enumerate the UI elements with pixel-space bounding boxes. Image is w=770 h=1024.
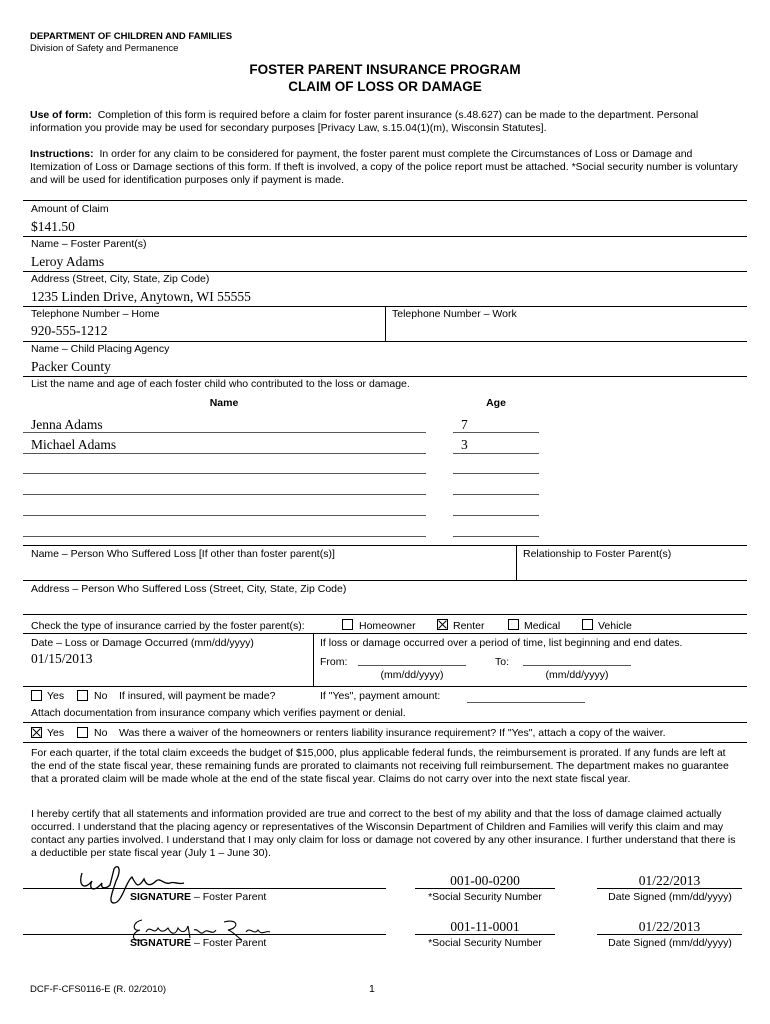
divider (516, 545, 517, 581)
rule (23, 686, 747, 687)
waiver-no-label: No (94, 727, 108, 739)
divider (385, 306, 386, 341)
child-name-field[interactable] (23, 536, 426, 537)
payment-yes-checkbox[interactable] (31, 690, 42, 701)
foster-parent-name-label: Name – Foster Parent(s) (31, 238, 147, 250)
underline (23, 432, 426, 433)
signature-label-1 (130, 891, 266, 904)
signature-label-bold: SIGNATURE (130, 937, 192, 949)
to-label: To: (495, 656, 510, 668)
form-id: DCF-F-CFS0116-E (R. 02/2010) (30, 984, 167, 995)
underline (453, 453, 539, 454)
rule (23, 236, 747, 237)
vehicle-checkbox[interactable] (582, 619, 593, 630)
ssn-label-2: *Social Security Number (428, 937, 542, 949)
use-of-form-text: Completion of this form is required before a claim for foster parent insurance (s.48.627) can be made to the department. Personal information you provide may be used for secondary purposes [Privacy Law, s.15.04(1)(m), Wisconsin Statutes]. (30, 109, 699, 134)
waiver-yes-label: Yes (47, 727, 65, 739)
from-format-hint: (mm/dd/yyyy) (380, 669, 444, 681)
certification-paragraph: I hereby certify that all statements and information provided are true and correct to the best of my ability and that the loss of damage claimed actually occurred. I understand that the placing agency or representatives of the Wisconsin Department of Children and Families will verify this claim and may contact any parties involved. I understand that I may only claim for loss or damage not covered by any other insurance. I further understand that there is a deductible per state fiscal year (July 1 – June 30). (31, 808, 736, 859)
medical-checkbox[interactable] (508, 619, 519, 630)
department-name: DEPARTMENT OF CHILDREN AND FAMILIES (30, 31, 233, 42)
child-name-field[interactable]: Jenna Adams (31, 417, 103, 432)
underline (23, 453, 426, 454)
child-age-field[interactable] (453, 536, 539, 537)
homeowner-checkbox[interactable] (342, 619, 353, 630)
waiver-question: Was there a waiver of the homeowners or renters liability insurance requirement? If "Yes", attach a copy of the waiver. (119, 727, 666, 739)
child-name-field[interactable] (23, 494, 426, 495)
child-name-field[interactable]: Michael Adams (31, 437, 117, 452)
child-age-field[interactable]: 7 (461, 417, 468, 432)
form-subtitle: CLAIM OF LOSS OR DAMAGE (288, 79, 482, 94)
vehicle-label: Vehicle (598, 620, 632, 632)
attach-documentation-text: Attach documentation from insurance company which verifies payment or denial. (31, 707, 406, 719)
divider (313, 633, 314, 686)
loss-person-label: Name – Person Who Suffered Loss [If other than foster parent(s)] (31, 548, 335, 560)
proration-paragraph: For each quarter, if the total claim exceeds the budget of $15,000, plus applicable federal funds, the reimbursement is prorated. If any funds are left at the end of the state fiscal year, these remaining funds are prorated to claimants not receiving full reimbursement. The department makes no guarantee that a prorated claim will be made whole at the end of the state fiscal year. Claims do not carry over into the next state fiscal year. (31, 747, 729, 785)
rule (23, 722, 747, 723)
child-age-field[interactable] (453, 494, 539, 495)
instructions (30, 148, 742, 187)
form-title: FOSTER PARENT INSURANCE PROGRAM (249, 62, 521, 77)
payment-amount-field[interactable] (467, 702, 585, 703)
loss-address-label: Address – Person Who Suffered Loss (Street, City, State, Zip Code) (31, 583, 347, 595)
date-signed-label-2: Date Signed (mm/dd/yyyy) (608, 937, 732, 949)
signature-line-1[interactable] (23, 888, 386, 889)
signature-label-2 (130, 937, 266, 950)
payment-amount-label: If "Yes", payment amount: (320, 690, 441, 702)
instructions-label: Instructions: (30, 148, 94, 160)
rule (23, 271, 747, 272)
rule (597, 934, 742, 935)
loss-date-label: Date – Loss or Damage Occurred (mm/dd/yyyy) (31, 637, 254, 649)
payment-question: If insured, will payment be made? (119, 690, 276, 702)
children-age-header: Age (486, 397, 506, 409)
amount-label: Amount of Claim (31, 203, 109, 215)
child-name-field[interactable] (23, 515, 426, 516)
phone-home-field[interactable]: 920-555-1212 (31, 323, 108, 338)
agency-field[interactable]: Packer County (31, 359, 111, 374)
rule (23, 545, 747, 546)
rule (23, 614, 747, 615)
signature-label-rest: – Foster Parent (191, 937, 267, 949)
rule (23, 580, 747, 581)
waiver-no-checkbox[interactable] (77, 727, 88, 738)
signature-label-bold: SIGNATURE (130, 891, 192, 903)
child-name-field[interactable] (23, 473, 426, 474)
payment-yes-label: Yes (47, 690, 65, 702)
renter-checkbox[interactable] (437, 619, 448, 630)
date-signed-label-1: Date Signed (mm/dd/yyyy) (608, 891, 732, 903)
phone-work-label: Telephone Number – Work (392, 308, 517, 320)
use-of-form (30, 109, 742, 135)
use-of-form-label: Use of form: (30, 109, 92, 121)
payment-no-label: No (94, 690, 108, 702)
signature-line-2[interactable] (23, 934, 386, 935)
ssn-label-1: *Social Security Number (428, 891, 542, 903)
ssn-field-1[interactable]: 001-00-0200 (450, 873, 520, 888)
rule (415, 934, 555, 935)
insurance-type-label: Check the type of insurance carried by the foster parent(s): (31, 620, 305, 632)
rule (23, 341, 747, 342)
child-age-field[interactable] (453, 473, 539, 474)
loss-date-field[interactable]: 01/15/2013 (31, 651, 93, 666)
rule (23, 742, 747, 743)
rule (23, 633, 747, 634)
rule (415, 888, 555, 889)
date-signed-field-1[interactable]: 01/22/2013 (638, 873, 701, 888)
renter-label: Renter (453, 620, 485, 632)
waiver-yes-checkbox[interactable] (31, 727, 42, 738)
from-date-field[interactable] (358, 665, 466, 666)
relationship-label: Relationship to Foster Parent(s) (523, 548, 672, 560)
medical-label: Medical (524, 620, 561, 632)
period-label: If loss or damage occurred over a period of time, list beginning and end dates. (320, 637, 683, 649)
address-field[interactable]: 1235 Linden Drive, Anytown, WI 55555 (31, 289, 251, 304)
signature-label-rest: – Foster Parent (191, 891, 267, 903)
child-age-field[interactable] (453, 515, 539, 516)
amount-field[interactable]: $141.50 (31, 219, 75, 234)
address-label: Address (Street, City, State, Zip Code) (31, 273, 210, 285)
phone-home-label: Telephone Number – Home (31, 308, 160, 320)
to-date-field[interactable] (523, 665, 631, 666)
rule (23, 376, 747, 377)
children-name-header: Name (209, 397, 239, 409)
ssn-field-2[interactable]: 001-11-0001 (450, 919, 520, 934)
foster-parent-name-field[interactable]: Leroy Adams (31, 254, 105, 269)
page-number: 1 (369, 983, 375, 995)
date-signed-field-2[interactable]: 01/22/2013 (638, 919, 701, 934)
rule (597, 888, 742, 889)
form-top-rule (23, 200, 747, 201)
children-label: List the name and age of each foster child who contributed to the loss or damage. (31, 378, 410, 390)
division-name: Division of Safety and Permanence (30, 43, 179, 54)
from-label: From: (320, 656, 348, 668)
underline (453, 432, 539, 433)
homeowner-label: Homeowner (359, 620, 416, 632)
instructions-text: In order for any claim to be considered for payment, the foster parent must complete the Circumstances of Loss or Damage and Itemization of Loss or Damage sections of this form. If theft is involved, a copy of the police report must be attached. *Social security number is voluntary and will be used for identification purposes only if payment is made. (30, 148, 738, 186)
child-age-field[interactable]: 3 (461, 437, 468, 452)
to-format-hint: (mm/dd/yyyy) (545, 669, 609, 681)
agency-label: Name – Child Placing Agency (31, 343, 170, 355)
payment-no-checkbox[interactable] (77, 690, 88, 701)
